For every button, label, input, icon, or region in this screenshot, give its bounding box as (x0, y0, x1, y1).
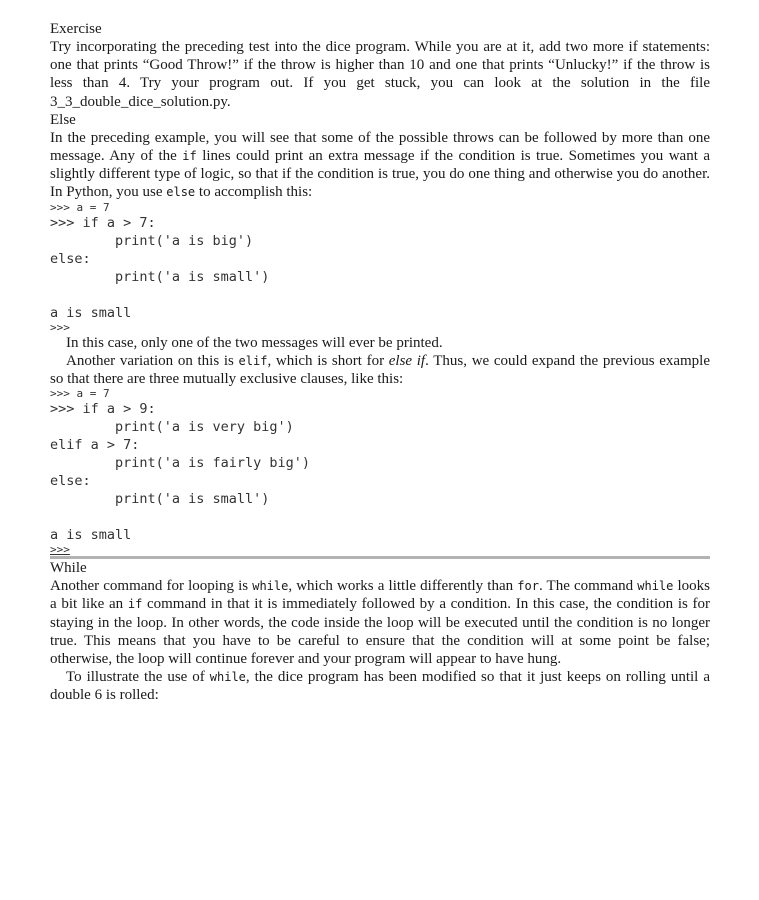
exercise-paragraph: Try incorporating the preceding test into the dice program. While you are at it, add two more if statements: one that prints “Good Throw!” if the throw is higher than 10 and one that prints “Unlucky!” if the throw is less than 4. Try your program out. If you get stuck, you can look at the solution in the file 3_3_double_dice_solution.py. (50, 39, 710, 110)
inline-code-for: for (517, 579, 539, 594)
elif-paragraph: Another variation on this is elif, which is short for else if. Thus, we could expand the previous example so that there are three mutually exclusive clauses, like this: (50, 352, 711, 388)
while-heading: While (50, 560, 87, 577)
code-line: print('a is very big') (115, 419, 294, 436)
exercise-heading: Exercise (50, 21, 102, 37)
code-line: >>> a = 7 (50, 200, 110, 214)
inline-code-while: while (637, 579, 674, 594)
code-line: else: (50, 250, 91, 267)
while-illustration-paragraph: To illustrate the use of while, the dice program has been modified so that it just keeps on rolling until a double 6 is rolled: (50, 669, 710, 704)
code-line: print('a is small') (115, 268, 270, 285)
code-line: >>> if a > 7: (50, 214, 156, 231)
code-line: print('a is big') (115, 232, 254, 249)
code-block-elif (50, 388, 710, 556)
code-prompt: >>> (50, 543, 70, 557)
code-block-else (50, 202, 710, 334)
else-summary-paragraph: In this case, only one of the two messages will ever be printed. (66, 334, 443, 351)
inline-code-while: while (252, 579, 289, 594)
else-paragraph: In the preceding example, you will see that some of the possible throws can be followed by more than one message. Any of the if lines could print an extra message if the condition is true. Sometimes you want a slightly different type of logic, so that if the condition is true, you do one thing and otherwise you do another. In Python, you use else to accomplish this: (50, 129, 711, 201)
inline-code-if: if (127, 597, 143, 612)
code-line: print('a is small') (115, 491, 270, 508)
code-line: elif a > 7: (50, 437, 140, 454)
code-line: >>> if a > 9: (50, 401, 156, 418)
inline-code-while: while (209, 670, 246, 685)
inline-code-if: if (182, 149, 197, 164)
else-heading: Else (50, 111, 76, 128)
code-line: else: (50, 473, 91, 490)
code-line: print('a is fairly big') (115, 455, 311, 472)
inline-code-else: else (166, 185, 196, 200)
while-paragraph: Another command for looping is while, which works a little differently than for. The command while looks a bit like an if command in that it is immediately followed by a condition. In this case, the condition is for staying in the loop. In other words, the code inside the loop will be executed until the condition is no longer true. This means that you have to be careful to ensure that the condition will at some point be false; otherwise, the loop will continue forever and your program will appear to have hung. (50, 578, 710, 668)
code-output: a is small (50, 304, 132, 321)
document-page (50, 20, 710, 705)
code-line: >>> a = 7 (50, 387, 110, 401)
code-prompt: >>> (50, 320, 70, 334)
code-output: a is small (50, 527, 132, 544)
inline-code-elif: elif (238, 353, 268, 368)
